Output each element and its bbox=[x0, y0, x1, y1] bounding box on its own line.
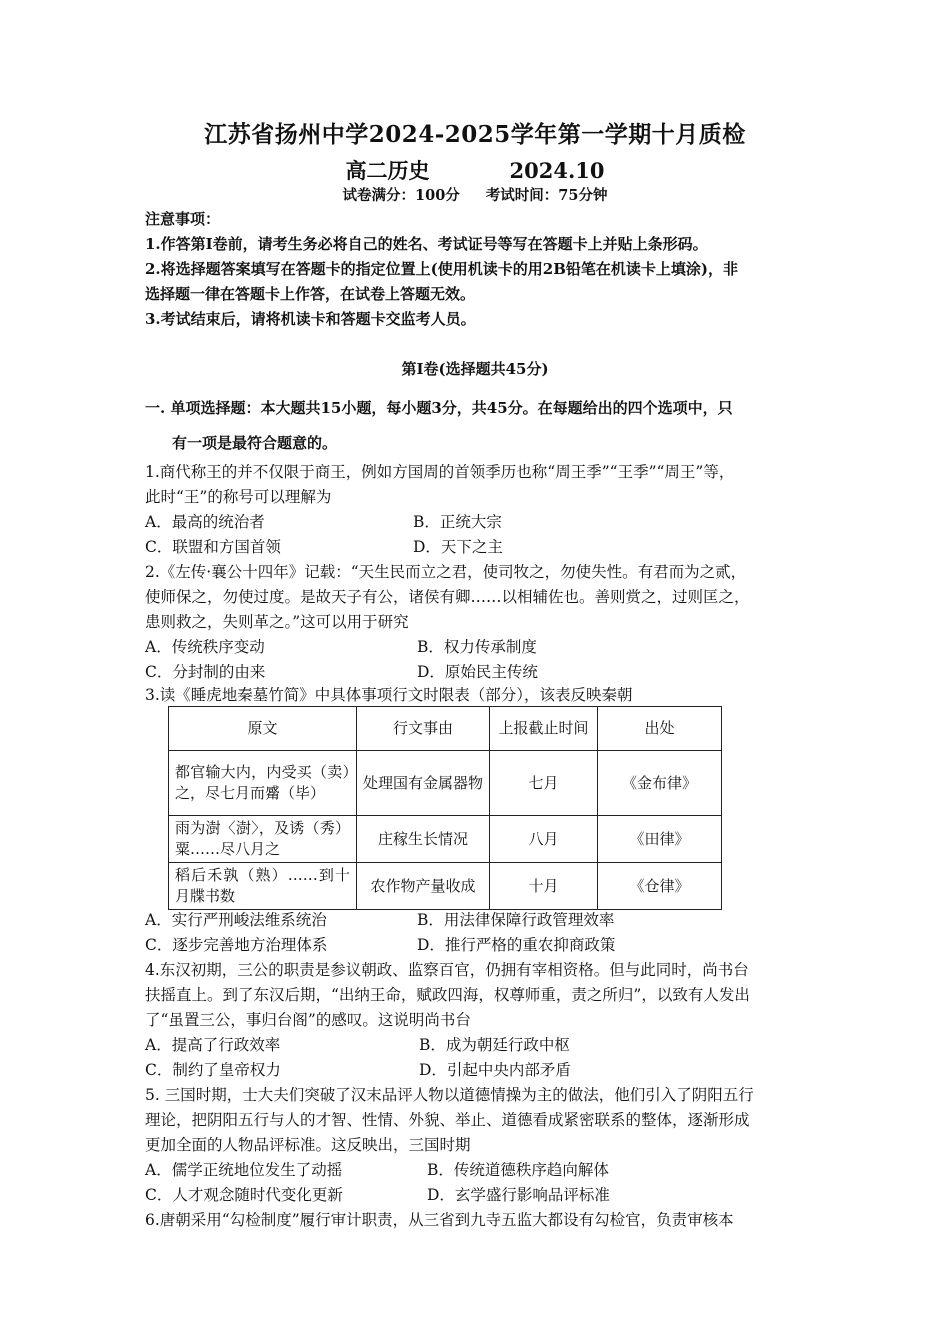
question-text: 使师保之，勿使过度。是故天子有公，诸侯有卿……以相辅佐也。善则赏之，过则匡之， bbox=[145, 588, 750, 606]
option-c: C．逐步完善地方治理体系 bbox=[145, 936, 328, 954]
question-text: 5. 三国时期，士大夫们突破了汉末品评人物以道德情操为主的做法，他们引入了阴阳五行 bbox=[145, 1086, 754, 1104]
option-c: C．联盟和方国首领 bbox=[145, 538, 281, 556]
table-header-cell: 行文事由 bbox=[357, 707, 490, 751]
option-c: C．分封制的由来 bbox=[145, 663, 266, 681]
notice-item: 1.作答第Ⅰ卷前，请考生务必将自己的姓名、考试证号等写在答题卡上并贴上条形码。 bbox=[145, 235, 708, 253]
option-b: B．传统道德秩序趋向解体 bbox=[427, 1161, 609, 1179]
data-table bbox=[168, 706, 722, 910]
option-b: B．用法律保障行政管理效率 bbox=[417, 911, 615, 929]
question-text: 2.《左传·襄公十四年》记载：“天生民而立之君，使司牧之，勿使失性。有君而为之贰， bbox=[145, 563, 747, 581]
table-cell: 都官输大内，内受买（卖）之，尽七月而觱（毕） bbox=[169, 751, 357, 816]
option-b: B．成为朝廷行政中枢 bbox=[419, 1036, 570, 1054]
notice-item: 3.考试结束后，请将机读卡和答题卡交监考人员。 bbox=[145, 310, 476, 328]
option-a: A．提高了行政效率 bbox=[145, 1036, 281, 1054]
question-text: 患则救之，失则革之。”这可以用于研究 bbox=[145, 613, 409, 631]
notice-heading: 注意事项： bbox=[145, 210, 221, 228]
table-cell: 《仓律》 bbox=[598, 863, 722, 910]
option-a: A．实行严刑峻法维系统治 bbox=[145, 911, 327, 929]
question-text: 3.读《睡虎地秦墓竹简》中具体事项行文时限表（部分），该表反映秦朝 bbox=[145, 686, 633, 704]
table-cell: 庄稼生长情况 bbox=[357, 816, 490, 863]
table-row bbox=[169, 816, 722, 863]
question-text: 1.商代称王的并不仅限于商王，例如方国周的首领季历也称“周王季”“王季”“周王”等， bbox=[145, 463, 735, 481]
option-d: D．推行严格的重农抑商政策 bbox=[417, 936, 616, 954]
option-d: D．原始民主传统 bbox=[417, 663, 538, 681]
exam-meta bbox=[0, 184, 950, 205]
table-cell: 雨为澍〈澍〉，及诱（秀）粟……尽八月之 bbox=[169, 816, 357, 863]
table-cell: 《田律》 bbox=[598, 816, 722, 863]
question-text: 此时“王”的称号可以理解为 bbox=[145, 488, 332, 506]
section-instruction-cont: 有一项是最符合题意的。 bbox=[172, 434, 338, 452]
table-cell: 处理国有金属器物 bbox=[357, 751, 490, 816]
option-a: A．儒学正统地位发生了动摇 bbox=[145, 1161, 343, 1179]
exam-title: 江苏省扬州中学2024-2025学年第一学期十月质检 bbox=[204, 121, 746, 148]
question-text: 6.唐朝采用“勾检制度”履行审计职责，从三省到九寺五监大都设有勾检官，负责审核本 bbox=[145, 1211, 734, 1229]
table-cell: 农作物产量收成 bbox=[357, 863, 490, 910]
subject-label: 高二历史 bbox=[345, 158, 430, 183]
table-cell: 稻后禾孰（熟）……到十月牒书数 bbox=[169, 863, 357, 910]
question-text: 更加全面的人物品评标准。这反映出，三国时期 bbox=[145, 1136, 471, 1154]
exam-time: 考试时间：75分钟 bbox=[485, 187, 608, 204]
option-b: B．正统大宗 bbox=[413, 513, 502, 531]
table-header-cell: 原文 bbox=[169, 707, 357, 751]
option-b: B．权力传承制度 bbox=[417, 638, 537, 656]
table-row bbox=[169, 751, 722, 816]
question-text: 4.东汉初期，三公的职责是参议朝政、监察百官，仍拥有宰相资格。但与此同时，尚书台 bbox=[145, 961, 749, 979]
notice-item: 选择题一律在答题卡上作答，在试卷上答题无效。 bbox=[145, 285, 476, 303]
volume-title: 第Ⅰ卷(选择题共45分) bbox=[401, 360, 549, 378]
exam-subtitle bbox=[0, 155, 950, 185]
option-a: A．最高的统治者 bbox=[145, 513, 265, 531]
full-score: 试卷满分：100分 bbox=[342, 187, 460, 204]
table-cell: 十月 bbox=[490, 863, 598, 910]
option-c: C．制约了皇帝权力 bbox=[145, 1061, 281, 1079]
table-header-cell: 出处 bbox=[598, 707, 722, 751]
table-header-cell: 上报截止时间 bbox=[490, 707, 598, 751]
table-cell: 七月 bbox=[490, 751, 598, 816]
option-d: D．天下之主 bbox=[413, 538, 503, 556]
section-instruction: 一. 单项选择题：本大题共15小题，每小题3分，共45分。在每题给出的四个选项中，只 bbox=[145, 399, 733, 417]
table-row bbox=[169, 863, 722, 910]
option-a: A．传统秩序变动 bbox=[145, 638, 265, 656]
exam-date: 2024.10 bbox=[509, 158, 605, 183]
question-text: 扶摇直上。到了东汉后期，“出纳王命，赋政四海，权尊师重，责之所归”，以致有人发出 bbox=[145, 986, 750, 1004]
question-text: 理论，把阴阳五行与人的才智、性情、外貌、举止、道德看成紧密联系的整体，逐渐形成 bbox=[145, 1111, 750, 1129]
option-d: D．玄学盛行影响品评标准 bbox=[427, 1186, 610, 1204]
option-d: D．引起中央内部矛盾 bbox=[419, 1061, 571, 1079]
table-header-row bbox=[169, 707, 722, 751]
table-cell: 八月 bbox=[490, 816, 598, 863]
table-cell: 《金布律》 bbox=[598, 751, 722, 816]
notice-item: 2.将选择题答案填写在答题卡的指定位置上(使用机读卡的用2B铅笔在机读卡上填涂)，非 bbox=[145, 260, 738, 278]
question-text: 了“虽置三公，事归台阁”的感叹。这说明尚书台 bbox=[145, 1011, 471, 1029]
option-c: C．人才观念随时代变化更新 bbox=[145, 1186, 343, 1204]
